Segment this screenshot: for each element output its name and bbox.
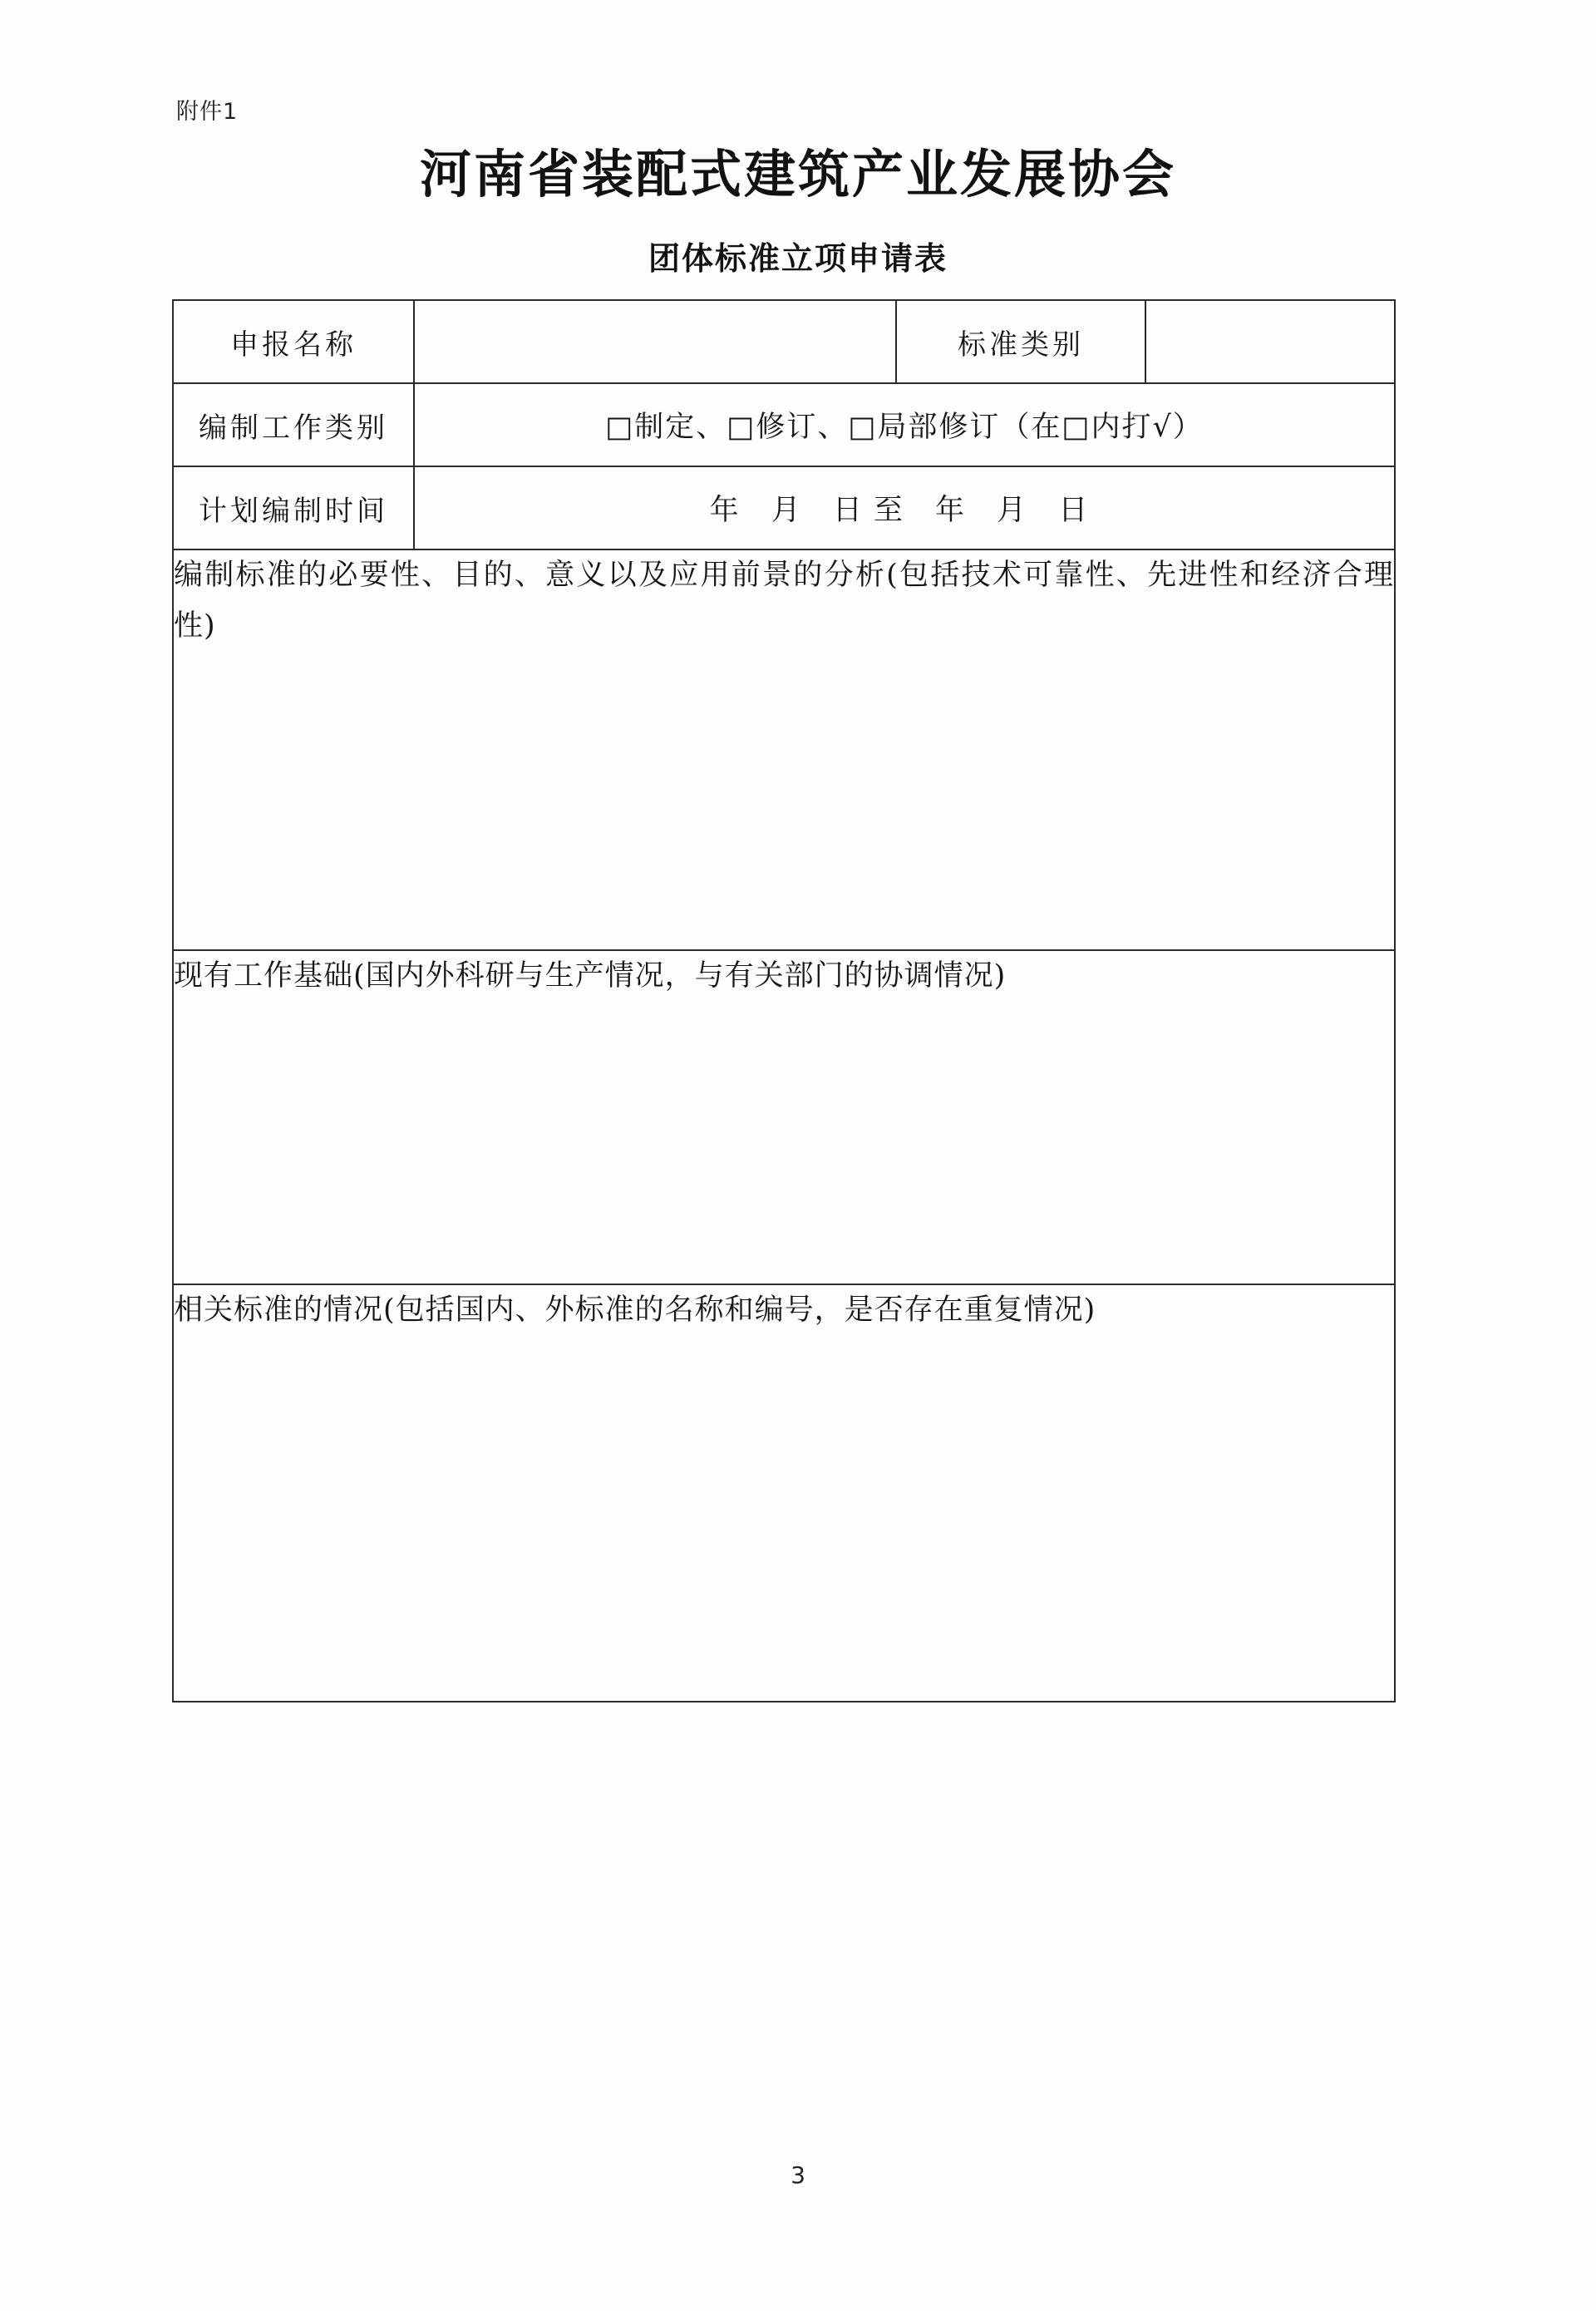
section-necessity-analysis[interactable]	[173, 549, 1395, 950]
attachment-label: 附件1	[176, 99, 239, 125]
form-subtitle: 团体标准立项申请表	[648, 239, 948, 277]
section-related-standards[interactable]	[173, 1284, 1395, 1702]
field-label-application-name: 申报名称	[173, 300, 414, 383]
table-row	[173, 549, 1395, 950]
section-related-standards-prompt: 相关标准的情况(包括国内、外标准的名称和编号，是否存在重复情况)	[174, 1293, 1096, 1327]
field-label-planned-period: 计划编制时间	[173, 466, 414, 549]
table-row	[173, 1284, 1395, 1702]
section-existing-basis-prompt: 现有工作基础(国内外科研与生产情况，与有关部门的协调情况)	[174, 959, 1007, 993]
application-form-table	[172, 299, 1396, 1702]
work-type-checkbox-options[interactable]: □制定、□修订、□局部修订（在□内打√）	[605, 411, 1204, 444]
field-value-planned-period[interactable]	[414, 466, 1395, 549]
planned-period-text: 年 月 日至 年 月 日	[709, 494, 1100, 527]
field-label-work-type: 编制工作类别	[173, 383, 414, 466]
page-number: 3	[791, 2161, 805, 2189]
field-label-standard-category: 标准类别	[896, 300, 1145, 383]
table-row	[173, 466, 1395, 549]
field-value-application-name[interactable]	[414, 300, 896, 383]
section-existing-basis[interactable]	[173, 950, 1395, 1284]
table-row	[173, 300, 1395, 383]
table-row	[173, 950, 1395, 1284]
page-title: 河南省装配式建筑产业发展协会	[419, 144, 1176, 204]
section-necessity-prompt: 编制标准的必要性、目的、意义以及应用前景的分析(包括技术可靠性、先进性和经济合理性)	[174, 559, 1394, 643]
field-value-work-type-checkboxes[interactable]	[414, 383, 1395, 466]
field-value-standard-category[interactable]	[1145, 300, 1395, 383]
table-row	[173, 383, 1395, 466]
